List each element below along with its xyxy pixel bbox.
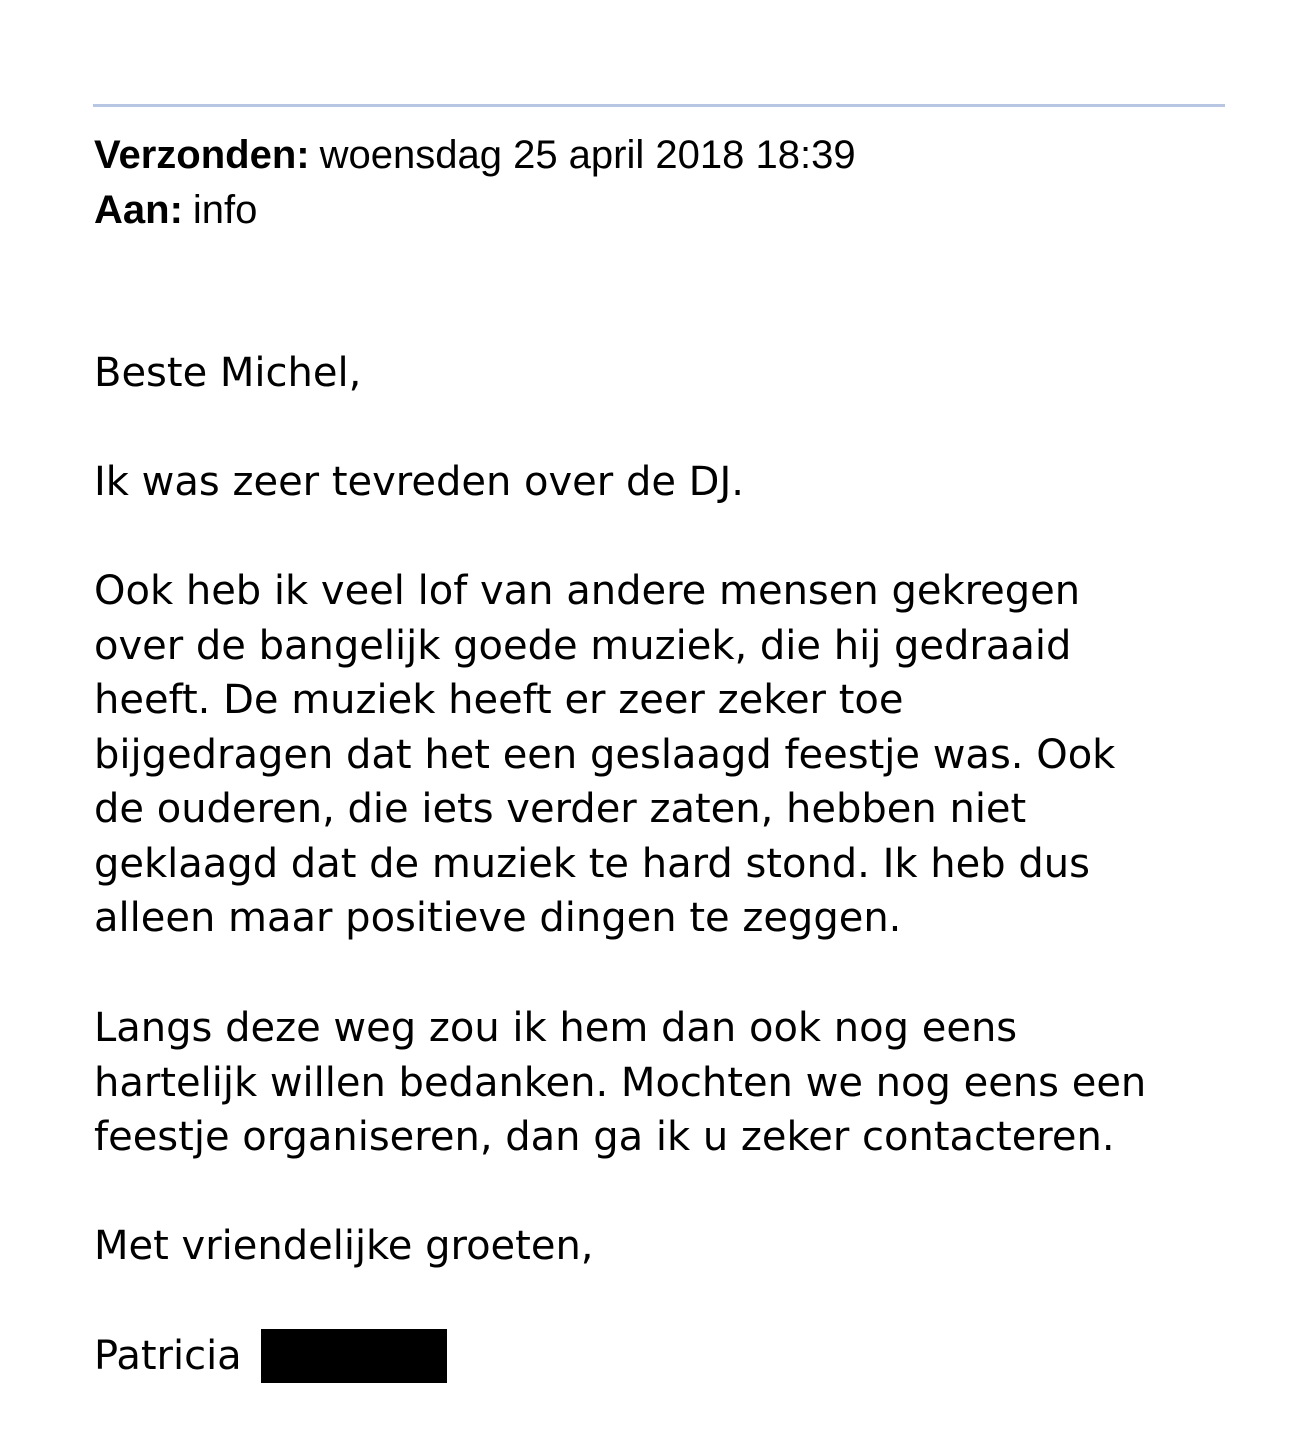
to-value: info bbox=[192, 188, 258, 232]
to-label: Aan: bbox=[94, 188, 183, 232]
sent-label: Verzonden: bbox=[94, 133, 310, 177]
redacted-surname-block bbox=[261, 1329, 447, 1383]
header-divider bbox=[93, 104, 1225, 107]
email-greeting: Beste Michel, bbox=[94, 350, 362, 396]
signature bbox=[94, 1329, 447, 1383]
sent-value: woensdag 25 april 2018 18:39 bbox=[319, 133, 856, 177]
email-header bbox=[94, 128, 1234, 238]
email-closing: Met vriendelijke groeten, bbox=[94, 1223, 594, 1269]
email-paragraph-2: Ook heb ik veel lof van andere mensen gekregen over de bangelijk goede muziek, die hij gedraaid heeft. De muziek heeft er zeer zeker toe bijgedragen dat het een geslaagd feestje was. Ook de ouderen, die iets verder zaten, hebben niet geklaagd dat de muziek te hard stond. Ik heb dus alleen maar positieve dingen te zeggen. bbox=[94, 568, 1116, 941]
to-row bbox=[94, 183, 1234, 238]
email-paragraph-1: Ik was zeer tevreden over de DJ. bbox=[94, 459, 744, 505]
signature-name: Patricia bbox=[94, 1333, 242, 1379]
sent-row bbox=[94, 128, 1234, 183]
email-paragraph-3: Langs deze weg zou ik hem dan ook nog eens hartelijk willen bedanken. Mochten we nog eens een feestje organiseren, dan ga ik u zeker contacteren. bbox=[94, 1005, 1147, 1160]
